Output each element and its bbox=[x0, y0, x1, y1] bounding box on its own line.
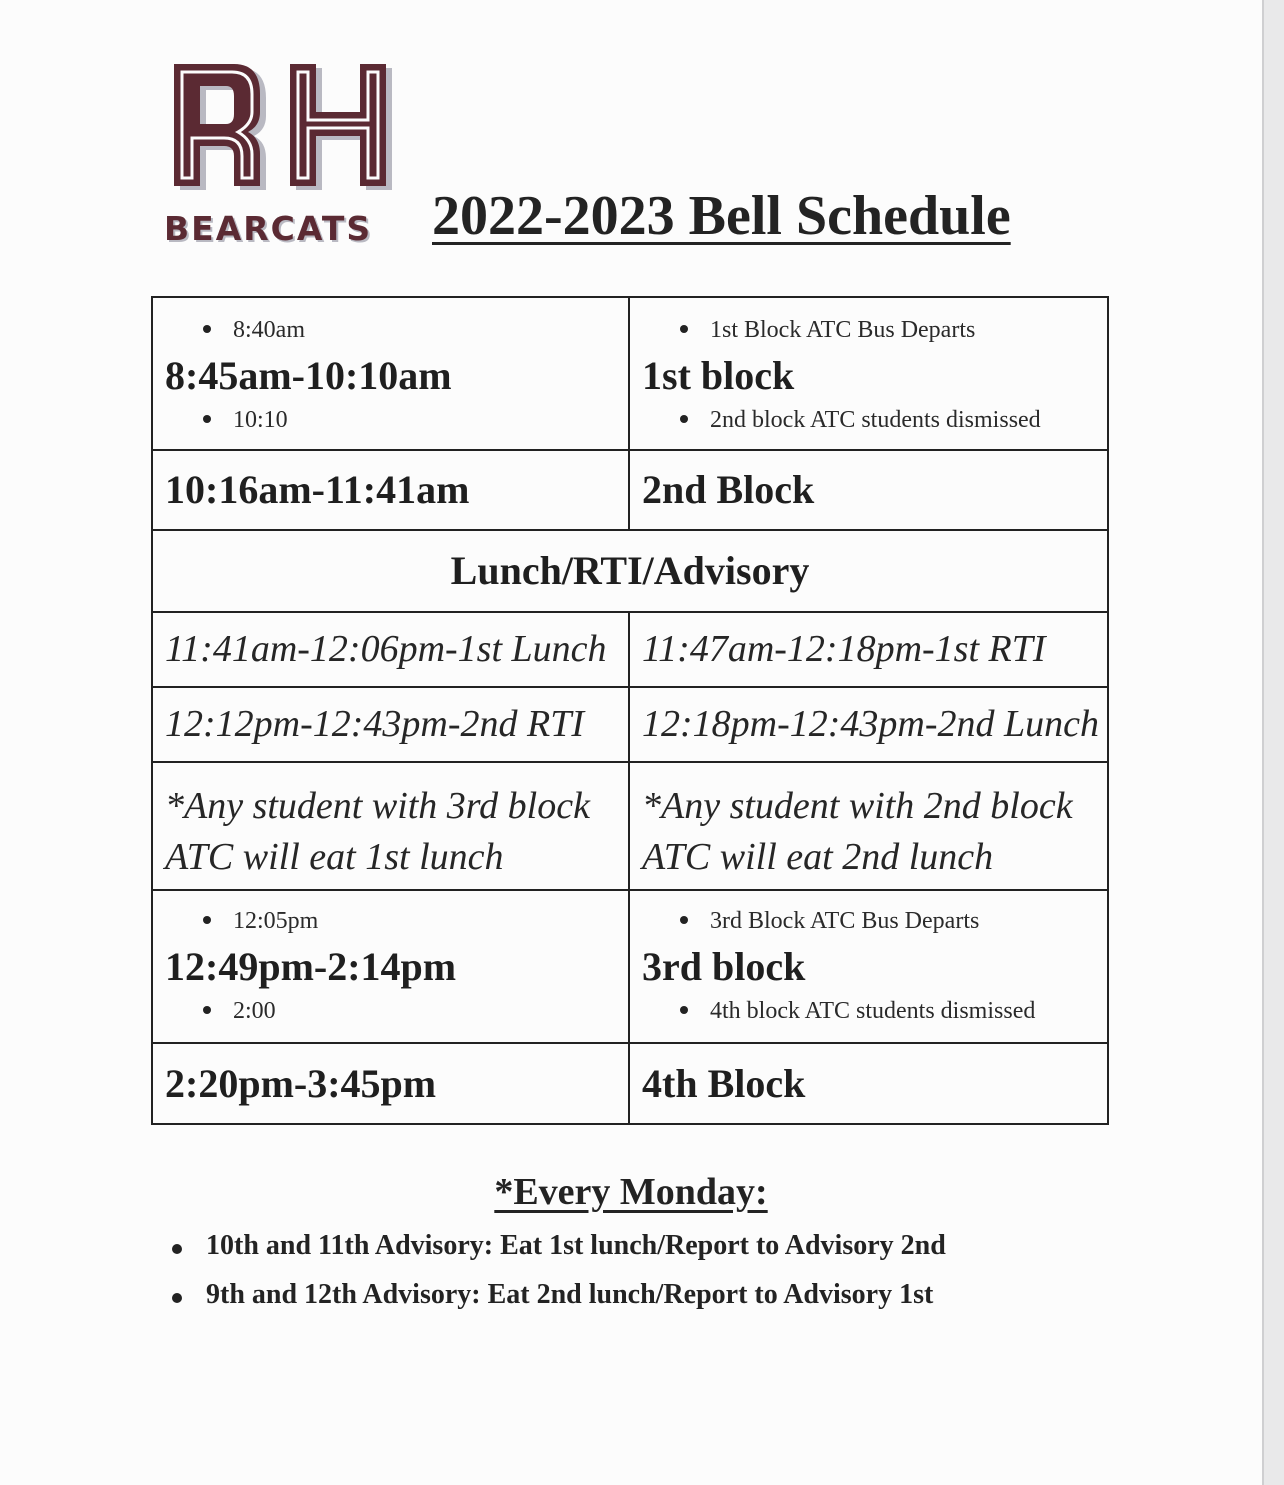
bullet-icon bbox=[680, 1006, 688, 1014]
rti-time: 11:47am-12:18pm-1st RTI bbox=[642, 627, 1046, 670]
table-row bbox=[151, 761, 1109, 889]
dismiss-note: 2nd block ATC students dismissed bbox=[710, 407, 1041, 433]
dismiss-note: 4th block ATC students dismissed bbox=[710, 998, 1036, 1024]
lunch-time: 11:41am-12:06pm-1st Lunch bbox=[165, 627, 607, 670]
block-time: 10:16am-11:41am bbox=[165, 467, 470, 512]
logo-wordmark: BEARCATS bbox=[164, 209, 373, 248]
page-title: 2022-2023 Bell Schedule bbox=[432, 185, 1011, 247]
dismiss-time: 2:00 bbox=[233, 998, 276, 1024]
note-line: ATC will eat 2nd lunch bbox=[642, 836, 994, 879]
block-cell bbox=[630, 451, 1107, 529]
bell-schedule-table bbox=[151, 296, 1109, 1125]
note-line: ATC will eat 1st lunch bbox=[165, 836, 504, 879]
block-time: 2:20pm-3:45pm bbox=[165, 1060, 437, 1106]
list-item bbox=[168, 1232, 946, 1260]
bus-time: 8:40am bbox=[233, 317, 305, 343]
time-cell bbox=[153, 298, 630, 449]
section-heading: Lunch/RTI/Advisory bbox=[450, 548, 810, 593]
monday-notes-list bbox=[168, 1232, 946, 1330]
bullet-icon bbox=[680, 325, 688, 333]
lunch-cell bbox=[630, 688, 1107, 761]
block-cell bbox=[630, 1044, 1107, 1123]
list-item bbox=[168, 1281, 946, 1309]
rti-time: 12:12pm-12:43pm-2nd RTI bbox=[165, 702, 585, 745]
rti-cell bbox=[153, 688, 630, 761]
page-edge bbox=[1262, 0, 1264, 1485]
table-row bbox=[151, 296, 1109, 449]
note-line: *Any student with 3rd block bbox=[165, 785, 590, 827]
note-line: *Any student with 2nd block bbox=[642, 785, 1073, 827]
bullet-icon bbox=[203, 916, 211, 924]
block-name: 2nd Block bbox=[642, 467, 815, 512]
block-name: 4th Block bbox=[642, 1060, 806, 1106]
bullet-icon bbox=[203, 415, 211, 423]
note-text: 10th and 11th Advisory: Eat 1st lunch/Report to Advisory 2nd bbox=[206, 1230, 946, 1261]
block-name: 1st block bbox=[642, 353, 795, 398]
table-row bbox=[151, 529, 1109, 611]
section-heading-cell bbox=[153, 531, 1107, 611]
block-name: 3rd block bbox=[642, 944, 806, 989]
block-time: 8:45am-10:10am bbox=[165, 353, 452, 398]
table-row bbox=[151, 1042, 1109, 1125]
table-row bbox=[151, 449, 1109, 529]
time-cell bbox=[153, 1044, 630, 1123]
rh-bearcats-logo bbox=[164, 60, 410, 252]
bullet-icon bbox=[203, 325, 211, 333]
bullet-icon bbox=[203, 1006, 211, 1014]
rti-cell bbox=[630, 613, 1107, 686]
block-cell bbox=[630, 298, 1107, 449]
time-cell bbox=[153, 891, 630, 1042]
note-text: 9th and 12th Advisory: Eat 2nd lunch/Report to Advisory 1st bbox=[206, 1279, 934, 1310]
block-time: 12:49pm-2:14pm bbox=[165, 944, 457, 989]
bullet-icon bbox=[680, 415, 688, 423]
bullet-icon bbox=[172, 1293, 182, 1303]
rh-logo-graphic bbox=[164, 60, 410, 200]
lunch-cell bbox=[153, 613, 630, 686]
note-cell bbox=[630, 763, 1107, 889]
time-cell bbox=[153, 451, 630, 529]
table-row bbox=[151, 686, 1109, 761]
bus-note: 1st Block ATC Bus Departs bbox=[710, 317, 976, 343]
bus-note: 3rd Block ATC Bus Departs bbox=[710, 908, 980, 934]
bus-time: 12:05pm bbox=[233, 908, 319, 934]
monday-heading: *Every Monday: bbox=[494, 1171, 768, 1213]
block-cell bbox=[630, 891, 1107, 1042]
note-cell bbox=[153, 763, 630, 889]
bullet-icon bbox=[680, 916, 688, 924]
lunch-time: 12:18pm-12:43pm-2nd Lunch bbox=[642, 702, 1100, 745]
dismiss-time: 10:10 bbox=[233, 407, 288, 433]
table-row bbox=[151, 611, 1109, 686]
table-row bbox=[151, 889, 1109, 1042]
bullet-icon bbox=[172, 1244, 182, 1254]
